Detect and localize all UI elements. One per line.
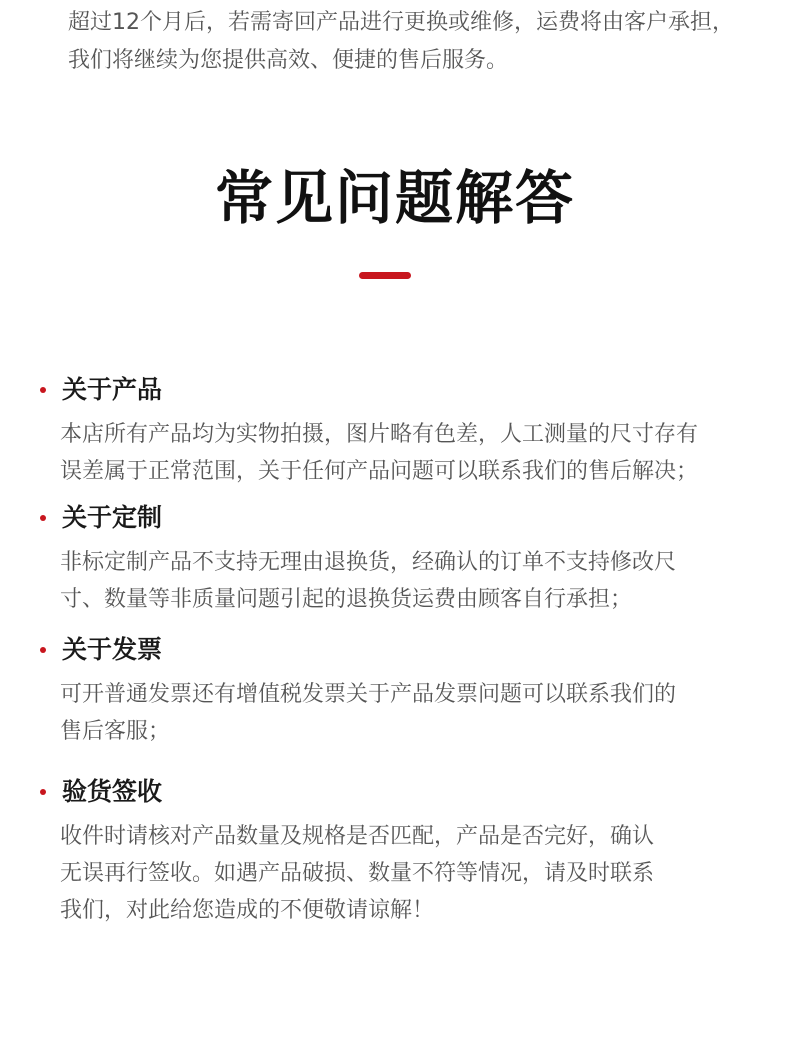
faq-question: 关于产品 — [62, 375, 163, 404]
bullet-dot-icon — [40, 387, 46, 393]
bullet-dot-icon — [40, 789, 46, 795]
title-underline-divider — [359, 272, 411, 279]
intro-line: 我们将继续为您提供高效、便捷的售后服务。 — [68, 48, 509, 73]
faq-answer-line: 可开普通发票还有增值税发票关于产品发票问题可以联系我们的 — [60, 682, 677, 707]
faq-answer — [60, 818, 740, 929]
faq-answer-line: 无误再行签收。如遇产品破损、数量不符等情况，请及时联系 — [60, 861, 655, 886]
faq-question: 关于定制 — [62, 503, 163, 532]
faq-answer — [60, 544, 740, 618]
bullet-dot-icon — [40, 515, 46, 521]
faq-answer-line: 非标定制产品不支持无理由退换货，经确认的订单不支持修改尺 — [60, 550, 677, 575]
faq-answer-line: 本店所有产品均为实物拍摄，图片略有色差，人工测量的尺寸存有 — [60, 422, 699, 447]
faq-answer — [60, 416, 740, 490]
faq-section-title: 常见问题解答 — [214, 164, 575, 232]
faq-question: 验货签收 — [62, 777, 163, 806]
bullet-dot-icon — [40, 647, 46, 653]
faq-answer-line: 售后客服； — [60, 719, 171, 744]
faq-answer-line: 误差属于正常范围，关于任何产品问题可以联系我们的售后解决； — [60, 459, 699, 484]
intro-paragraph — [68, 4, 768, 80]
faq-answer-line: 寸、数量等非质量问题引起的退换货运费由顾客自行承担； — [60, 587, 633, 612]
faq-question: 关于发票 — [62, 635, 163, 664]
faq-answer-line: 我们，对此给您造成的不便敬请谅解！ — [60, 898, 435, 923]
faq-answer — [60, 676, 740, 750]
faq-answer-line: 收件时请核对产品数量及规格是否匹配，产品是否完好，确认 — [60, 824, 655, 849]
intro-line: 超过12个月后，若需寄回产品进行更换或维修，运费将由客户承担， — [68, 10, 734, 35]
